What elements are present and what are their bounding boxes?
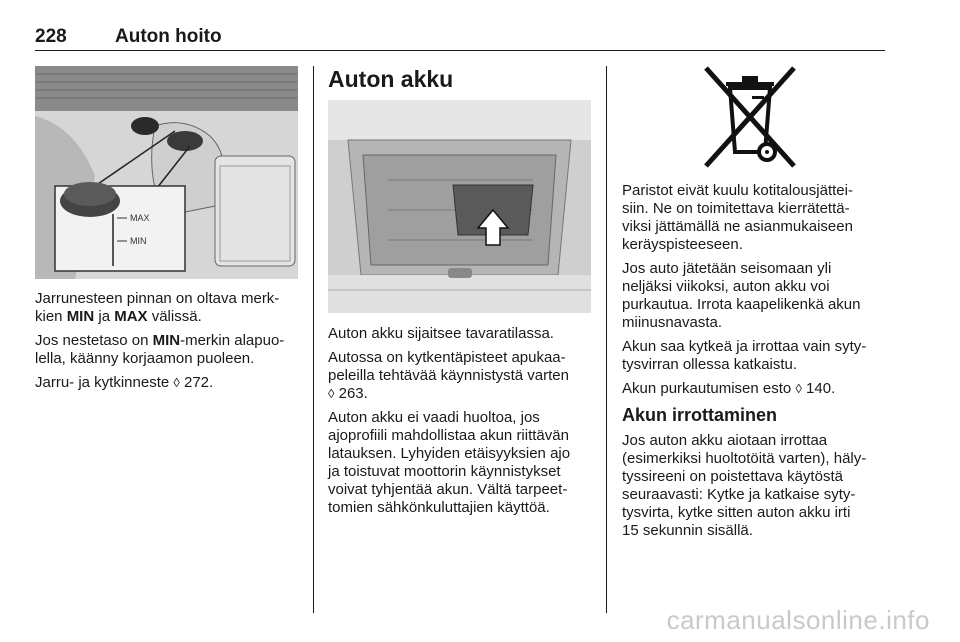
paragraph (622, 182, 890, 254)
text: purkautua. Irrota kaapelikenkä akun (622, 296, 861, 313)
text: Auton akku ei vaadi huoltoa, jos (328, 409, 540, 426)
text: Jarru- ja kytkinneste (35, 374, 174, 391)
text: Jos auton akku aiotaan irrottaa (622, 432, 828, 449)
text: Paristot eivät kuulu kotitalousjättei- (622, 182, 853, 199)
text: tomien sähkönkuluttajien käyttöä. (328, 499, 550, 516)
right-column-text (622, 182, 890, 546)
text: Jos auto jätetään seisomaan yli (622, 260, 832, 277)
text: viksi jättämällä ne asianmukaiseen (622, 218, 853, 235)
text: 15 sekunnin sisällä. (622, 522, 753, 539)
text: ja toistuvat moottorin käynnistykset (328, 463, 561, 480)
paragraph (328, 349, 593, 403)
text: Akun saa kytkeä ja irrottaa vain syty- (622, 338, 867, 355)
text: Autossa on kytkentäpisteet apukaa- (328, 349, 566, 366)
text: voivat tyhjentää akun. Vältä tarpeet- (328, 481, 568, 498)
paragraph (622, 380, 890, 398)
max-label: MAX (130, 213, 150, 223)
text: siin. Ne on toimitettava kierrätettä- (622, 200, 850, 217)
text: -merkin alapuo- (180, 332, 285, 349)
text: välissä. (147, 308, 202, 325)
text: ajoprofiili mahdollistaa akun riittävän (328, 427, 569, 444)
text: tyssireeni on poistettava käytöstä (622, 468, 843, 485)
subsection-title: Akun irrottaminen (622, 405, 778, 425)
page-ref[interactable]: 140. (801, 380, 836, 397)
page-ref[interactable]: 272. (179, 374, 214, 391)
paragraph: Auton akku sijaitsee tavaratilassa. (328, 325, 554, 342)
text: tysvirta, kytke sitten auton akku irti (622, 504, 851, 521)
page-ref-icon: ◊ (795, 381, 802, 396)
text: tysvirran ollessa katkaistu. (622, 356, 798, 373)
page-ref-icon: ◊ (328, 386, 335, 401)
text: keräyspisteeseen. (622, 236, 743, 253)
text: ja (94, 308, 115, 325)
page-ref[interactable]: 263. (334, 385, 368, 402)
crossed-out-bin-icon (694, 66, 806, 168)
text: peleilla tehtävää käynnistystä varten (328, 367, 569, 384)
text: lella, käänny korjaamon puoleen. (35, 350, 255, 367)
max-term: MAX (114, 308, 148, 325)
paragraph (622, 260, 890, 332)
page-header (35, 26, 885, 52)
page-title: Auton hoito (115, 26, 222, 47)
paragraph (622, 338, 890, 374)
text: seuraavasti: Kytke ja katkaise syty- (622, 486, 856, 503)
text: Jos nestetaso on (35, 332, 153, 349)
min-term: MIN (66, 308, 95, 325)
middle-column-text (328, 325, 593, 523)
watermark: carmanualsonline.info (666, 605, 930, 635)
brake-fluid-reservoir-photo (35, 66, 298, 279)
text: (esimerkiksi huoltotöitä varten), häly- (622, 450, 867, 467)
text: Akun purkautumisen esto (622, 380, 796, 397)
paragraph (35, 332, 300, 368)
min-label: MIN (130, 236, 147, 246)
text: miinusnavasta. (622, 314, 723, 331)
page-number: 228 (35, 26, 67, 47)
paragraph (622, 432, 890, 540)
text: kien (35, 308, 67, 325)
text: Jarrunesteen pinnan on oltava merk- (35, 290, 280, 307)
paragraph (35, 374, 300, 392)
column-divider-1 (313, 66, 314, 613)
column-divider-2 (606, 66, 607, 613)
text: neljäksi viikoksi, auton akku voi (622, 278, 830, 295)
header-divider (35, 50, 885, 51)
trunk-battery-photo (328, 100, 591, 313)
paragraph (35, 290, 300, 326)
page-ref-icon: ◊ (173, 375, 180, 390)
text: latauksen. Lyhyiden etäisyyksien ajo (328, 445, 571, 462)
min-term: MIN (152, 332, 181, 349)
paragraph (328, 409, 593, 517)
section-title: Auton akku (328, 66, 454, 92)
left-column-text (35, 290, 300, 398)
